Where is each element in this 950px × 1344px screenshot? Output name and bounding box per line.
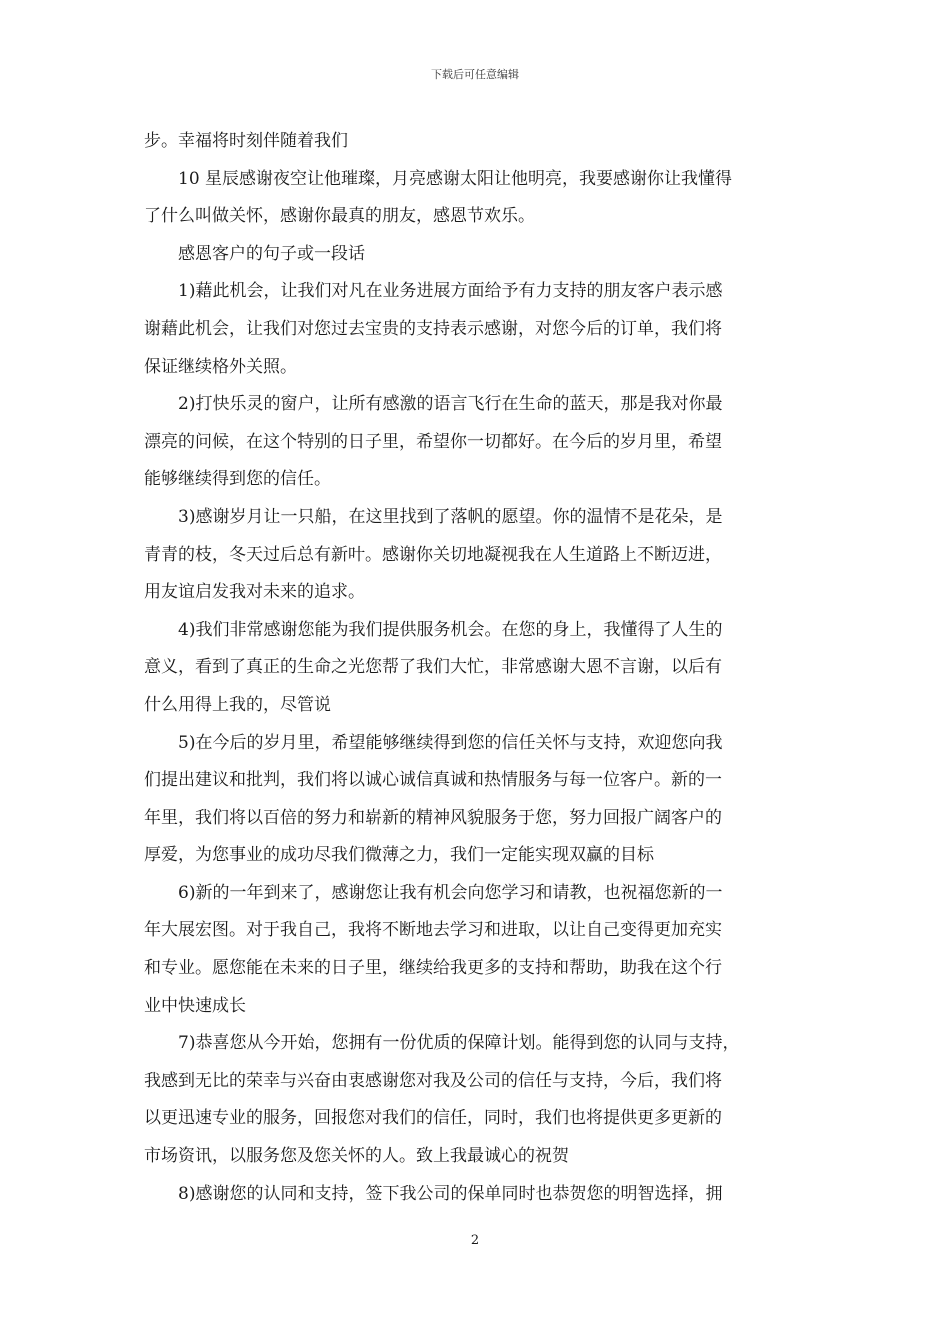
text-line: 5)在今后的岁月里，希望能够继续得到您的信任关怀与支持，欢迎您向我 [178, 732, 723, 753]
document-body [144, 123, 810, 1213]
text-line: 用友谊启发我对未来的追求。 [144, 582, 365, 603]
text-line: 和专业。愿您能在未来的日子里，继续给我更多的支持和帮助，助我在这个行 [144, 958, 722, 979]
text-line: 3)感谢岁月让一只船，在这里找到了落帆的愿望。你的温情不是花朵，是 [178, 506, 723, 527]
text-line: 8)感谢您的认同和支持，签下我公司的保单同时也恭贺您的明智选择，拥 [178, 1183, 723, 1204]
text-line: 业中快速成长 [144, 995, 246, 1016]
text-line: 7)恭喜您从今开始，您拥有一份优质的保障计划。能得到您的认同与支持， [178, 1033, 740, 1054]
text-line: 市场资讯，以服务您及您关怀的人。致上我最诚心的祝贺 [144, 1146, 569, 1167]
text-line: 2)打快乐灵的窗户，让所有感激的语言飞行在生命的蓝天，那是我对你最 [178, 394, 723, 415]
text-line: 保证继续格外关照。 [144, 356, 297, 377]
text-line: 青青的枝，冬天过后总有新叶。感谢你关切地凝视我在人生道路上不断迈进， [144, 544, 722, 565]
text-line: 我感到无比的荣幸与兴奋由衷感谢您对我及公司的信任与支持，今后，我们将 [144, 1070, 722, 1091]
page-number: 2 [470, 1233, 480, 1248]
text-line: 能够继续得到您的信任。 [144, 469, 331, 490]
text-line: 1)藉此机会，让我们对凡在业务进展方面给予有力支持的朋友客户表示感 [178, 281, 723, 302]
text-line: 们提出建议和批判，我们将以诚心诚信真诚和热情服务与每一位客户。新的一 [144, 770, 722, 791]
text-line: 年大展宏图。对于我自己，我将不断地去学习和进取，以让自己变得更加充实 [144, 920, 722, 941]
text-line: 以更迅速专业的服务，回报您对我们的信任，同时，我们也将提供更多更新的 [144, 1108, 722, 1129]
text-line: 什么用得上我的，尽管说 [144, 694, 331, 715]
text-line: 了什么叫做关怀，感谢你最真的朋友，感恩节欢乐。 [144, 206, 535, 227]
text-line: 漂亮的问候，在这个特别的日子里，希望你一切都好。在今后的岁月里，希望 [144, 431, 722, 452]
text-line: 10 星辰感谢夜空让他璀璨，月亮感谢太阳让他明亮，我要感谢你让我懂得 [178, 168, 733, 189]
text-line: 厚爱，为您事业的成功尽我们微薄之力，我们一定能实现双赢的目标 [144, 845, 654, 866]
text-line: 6)新的一年到来了，感谢您让我有机会向您学习和请教，也祝福您新的一 [178, 882, 723, 903]
text-line: 年里，我们将以百倍的努力和崭新的精神风貌服务于您，努力回报广阔客户的 [144, 807, 722, 828]
text-line: 4)我们非常感谢您能为我们提供服务机会。在您的身上，我懂得了人生的 [178, 619, 723, 640]
text-line: 谢藉此机会，让我们对您过去宝贵的支持表示感谢，对您今后的订单，我们将 [144, 318, 722, 339]
text-line: 步。幸福将时刻伴随着我们 [144, 131, 348, 151]
text-line: 感恩客户的句子或一段话 [178, 243, 365, 264]
page-header: 下载后可任意编辑 [431, 68, 519, 81]
text-line: 意义，看到了真正的生命之光您帮了我们大忙，非常感谢大恩不言谢，以后有 [144, 657, 722, 678]
